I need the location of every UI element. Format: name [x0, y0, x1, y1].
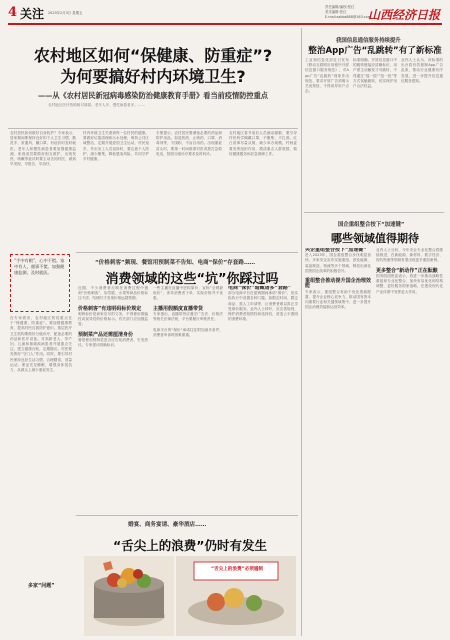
middle-subhead-2: 预制菜产品还需厘清身份 [78, 331, 134, 338]
quote-text: “手中有粮”，心中不慌。家中有人，遇事不慌。加强健康监测，及时就医。 [14, 258, 65, 275]
sidebar-divider [304, 212, 444, 213]
food-waste-illustration [84, 556, 174, 636]
lower-headline: “舌尖上的浪费”仍时有发生 [113, 538, 267, 553]
sidebar-mid-kicker: 国企重组整合按下“加速键” [338, 222, 405, 228]
sidebar-top-body-col-2: 标准明确，开屏信息窗口中的跳转链接应清晰标识，用户需主动触发才可跳转，不得通过“摇一摇”“扭一扭”等方式误触跳转，切实保护用户合法权益。 [353, 58, 397, 89]
lead-intro: 农村地区医疗资源相对薄弱，老年人多、慢性病患者多。…… [48, 103, 146, 107]
masthead-rule [8, 23, 442, 25]
middle-subhead-4: 电商“保价”暗藏诸多“套路” [228, 286, 292, 291]
masthead [0, 0, 450, 26]
newspaper-logo: 山西经济日报 [368, 8, 441, 22]
middle-body-col-2: 一些主播在直播中虚构原价、宣称“全网最低价”，诱导消费者下单，实际价格并不优惠。 主播用假额度直播带货 专家指出，直播带货应遵守广告法、价格法等相关法律法规，平台要履行审核责任。 电商平台的“保价”承诺往往附加诸多条件，消费者申请时困难重重。 [153, 286, 223, 337]
editor-email: E-mail:szbbs888@163.com [325, 15, 372, 19]
sidebar-vertical-rule [301, 28, 302, 636]
middle-body-col-3: 电商“保价”暗藏诸多“套路” 部分电商平台在促销期间承诺“保价”，但实际执行中设置各种门槛，如限定时间、限定商品、需人工申请等，让消费者难以真正享受保价服务。业内人士呼吁，应完善规则，保护消费者知情权和选择权，营造公平透明的消费环境。 [228, 286, 298, 322]
left-column-body: 在专家看来，农村地区防疫重点在于“保健康、防重症”。要加强健康教育，提高村民自我防护意识。基层医疗卫生机构要做好分级诊疗，配备必要的药品和医疗设备。对高龄老人、孕产妇、儿童和基础疾病患者开展重点关注，建立健康台账，定期随访。村医要发挥好“守门人”作用。同时，要引导村民保持良好生活习惯，合理膳食，适量运动，保证充足睡眠，增强身体抵抗力，从源头上减少重症发生。 [10, 316, 72, 373]
middle-kicker: “价格刺客”频现、餐馆用预制菜不告知、电商“保价”存套路…… [95, 260, 256, 266]
middle-headline: 消费领域的这些“坑”你踩过吗 [105, 272, 279, 287]
lead-headline-line-1: 农村地区如何“保健康、防重症”? [33, 46, 273, 65]
sidebar-mid-headline: 哪些领域值得期待 [331, 232, 419, 245]
page-number: 4 [8, 5, 18, 20]
lower-kicker: 婚宴、商务宴请、豪华酒店…… [128, 522, 207, 528]
lower-divider [76, 515, 298, 516]
sidebar-mid-body-col-1: 央企重组整合按下“加速键” 进入2023年，国企重组整合步伐明显加快。多家央企宣布实施重组，涉及能源、装备制造、物流等多个领域，释放出深化国资国企改革的积极信号。 重组整合推动提升国企治理效能 专家表示，重组整合有助于优化资源配置，提升企业核心竞争力，推动国有资本向重要行业和关键领域集中，进一步提升国企治理效能和运营效率。 [305, 248, 371, 310]
sidebar-mid-subhead-2: 更多整合“新动作”正在酝酿 [376, 267, 438, 274]
sidebar-top-kicker: 我国信息通信服务持续提升 [336, 38, 401, 44]
sidebar-mid-subhead-3: 重组整合推动提升国企治理效能 [305, 278, 371, 290]
sidebar-top-body-col-3: 业内人士认为，该标准的出台将有效遏制App广告乱象，推动行业健康有序发展，进一步提升信息通信服务感知。 [401, 58, 443, 83]
lead-headline-line-2: 为何要搞好村内环境卫生? [60, 67, 246, 86]
lead-body-col-3: 手册提示，农村居民要储备必要的药品和防护用品，如退热药、止咳药、口罩、消毒剂等，不囤积、不盲目用药。出现重症苗头时，要第一时间联系村医或拨打急救电话，按照分级诊疗要求及时转诊。 [156, 131, 222, 156]
lead-divider [8, 128, 298, 129]
section-name: 关注 [20, 7, 45, 21]
left-quote-box [10, 254, 70, 312]
food-waste-caption-card [176, 556, 296, 636]
left-subhead-1: 多家“问题” [28, 583, 55, 589]
middle-subhead-1: 价格刺客”有违明码标价规定 [78, 305, 142, 312]
issue-date: 2023年2月3日 星期五 [48, 11, 83, 15]
middle-body-col-1: 近期，不少消费者反映在消费过程中遇到“价格刺客”，如雪糕、水果等商品价格标注不清，结账时才发现价格远超预期。 价格刺客”有违明码标价规定 明码标价是商家应尽的义务，不得使用欺骗性或误导性的价格标示。有关部门应加强监管。 预制菜产品还需厘清身份 餐馆使用预制菜是否应告知消费者，引发热议。专家建议明确标识。 [78, 286, 148, 348]
sidebar-top-headline: 整治App广告“乱跳转”有了新标准 [308, 46, 442, 56]
editor-line-1: 责任编辑/编校:张红 [325, 5, 355, 9]
middle-subhead-3: 主播用假额度直播带货 [153, 305, 204, 312]
lead-body-col-4: 农村地区春节前后人员流动频繁，要引导村民科学佩戴口罩，不聚集、不扎堆。红白喜事尽量从简，减少举办规模。村两委要发挥组织作用，摸清重点人群底数，做好健康服务和应急保障工作。 [229, 131, 297, 156]
sidebar-mid-subhead-1: 央企重组整合按下“加速键” [305, 248, 367, 253]
middle-top-divider [76, 252, 298, 253]
editor-line-2: 美术编辑:张红 [325, 10, 347, 14]
sidebar-mid-body-col-2: 业内人士分析，今年央企专业化整合将继续推进，在新能源、新材料、数字经济、现代物流等领域有望出现更多重组案例。 更多整合“新动作”正在酝酿 国务院国资委表示，将进一步推动战略性重组和专业化整合，加快布局优化和结构调整，更好服务国家战略，在建设现代化产业体系中发挥更大作用。 [376, 248, 443, 294]
lead-body-col-2: 村内环境卫生关系到每一位村民的健康。要做好垃圾清理和污水处理，保持公共区域整洁，定期开展爱国卫生运动。村民返乡、外出务工人员返岗时，要注意个人防护，减少聚集，降低感染风险，共同守护乡村健康。 [83, 131, 149, 162]
lead-subtitle: ——从《农村居民新冠病毒感染防治健康教育手册》看当前疫情防控重点 [37, 91, 268, 100]
illustration-caption: “舌尖上的浪费”必须遏制 [211, 567, 263, 572]
lead-body-col-1: 农村居民如何做好自身防护？专家表示，居家期间要保持良好的个人卫生习惯，勤洗手、常通风、戴口罩，有症状时及时就医。老年人和慢性病患者要加强健康监测，家庭成员要做好相互照护，出现发热、咳嗽等症状时要主动告知村医，做到早发现、早报告、早治疗。 [10, 131, 76, 167]
sidebar-top-body-col-1: 工业和信息化部近日发布《移动互联网应用程序开屏信息窗口服务规范》，对App广告“乱跳转”现象作出规范，要求开屏广告须明示关闭按钮，不得误导用户点击。 [305, 58, 349, 94]
